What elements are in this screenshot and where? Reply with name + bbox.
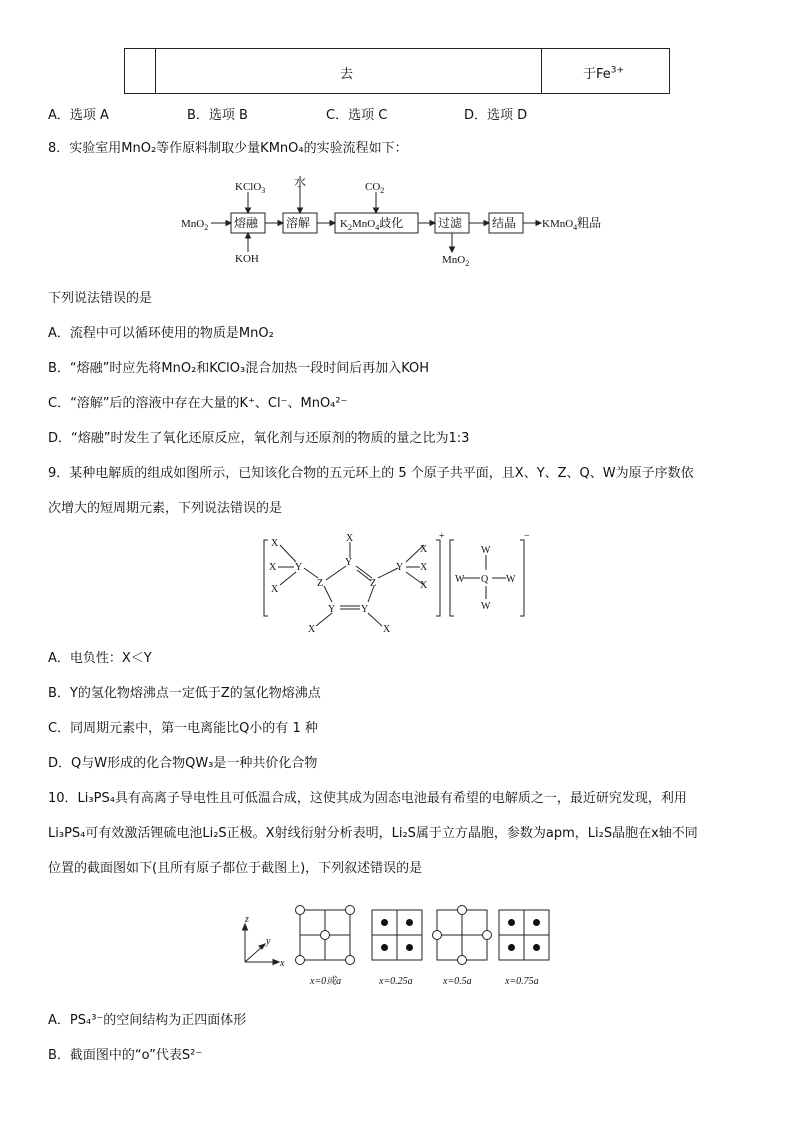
flow-box-crystallize: 结晶 xyxy=(492,216,517,230)
atom-z: Z xyxy=(370,578,377,589)
q8-option-d: D．“熔融”时发生了氧化还原反应，氧化剂与还原剂的物质的量之比为1:3 xyxy=(48,431,470,446)
section-x075 xyxy=(499,910,549,960)
section-label-x05: x=0.5a xyxy=(443,976,472,987)
atom-x: X xyxy=(420,580,428,591)
axis-z-label: z xyxy=(245,914,249,925)
flow-end: KMnO$_4$粗品 xyxy=(542,216,602,232)
q8-stem: 8．实验室用MnO₂等作原料制取少量KMnO₄的实验流程如下： xyxy=(48,141,408,156)
atom-x: X xyxy=(420,544,428,555)
q10-cross-section-diagram xyxy=(235,900,555,995)
q9-option-c: C．同周期元素中，第一电离能比Q小的有 1 种 xyxy=(48,721,318,736)
flow-input-kclo3: KClO$_3$ xyxy=(235,181,266,195)
atom-w: W xyxy=(481,545,491,556)
q9-option-a: A．电负性：X＜Y xyxy=(48,651,152,666)
atom-y: Y xyxy=(295,562,303,573)
answer-table-row xyxy=(124,48,670,94)
atom-x: X xyxy=(269,562,277,573)
q10-stem-line2: Li₃PS₄可有效激活锂硫电池Li₂S正极。X射线衍射分析表明，Li₂S属于立方晶胞，参数为apm，Li₂S晶胞在x轴不同 xyxy=(48,826,698,841)
flow-input-water: 水 xyxy=(294,175,307,189)
table-cell-right: 于$Fe^{3+}$ xyxy=(583,65,625,82)
section-label-x075: x=0.75a xyxy=(505,976,539,987)
q9-option-d: D．Q与W形成的化合物QW₃是一种共价化合物 xyxy=(48,756,318,771)
section-x05 xyxy=(433,906,492,965)
q7-option-b: B．选项 B xyxy=(187,108,248,123)
flow-start: MnO$_2$ xyxy=(181,218,209,232)
flow-box-melt: 熔融 xyxy=(234,216,259,230)
q10-stem-line3: 位置的截面图如下(且所有原子都位于截图上)，下列叙述错误的是 xyxy=(48,861,423,876)
table-divider xyxy=(541,49,542,93)
atom-y: Y xyxy=(361,604,369,615)
table-cell-middle: 去 xyxy=(340,67,354,82)
axis-y-label: y xyxy=(266,936,271,947)
atom-x: X xyxy=(271,584,279,595)
flow-input-koh: KOH xyxy=(235,253,259,265)
q10-option-a: A．PS₄³⁻的空间结构为正四面体形 xyxy=(48,1013,247,1028)
axis-x-label: x xyxy=(280,958,285,969)
flow-box-dissolve: 溶解 xyxy=(286,216,311,230)
q7-option-c: C．选项 C xyxy=(326,108,388,123)
charge-plus: + xyxy=(439,531,445,542)
section-label-x0: x=0或a xyxy=(310,976,342,987)
atom-w: W xyxy=(506,574,516,585)
q8-question: 下列说法错误的是 xyxy=(48,291,153,306)
atom-x: X xyxy=(308,624,316,635)
q10-option-b: B．截面图中的“o”代表S²⁻ xyxy=(48,1048,203,1063)
section-x025 xyxy=(372,910,422,960)
flow-box-disproportionation: $K_2MnO_4$歧化 xyxy=(340,216,404,232)
q8-flow-diagram xyxy=(175,174,625,274)
q7-option-a: A．选项 A xyxy=(48,108,109,123)
table-divider xyxy=(155,49,156,93)
flow-box-filter: 过滤 xyxy=(438,216,463,230)
section-x0 xyxy=(296,906,355,965)
atom-y: Y xyxy=(345,557,353,568)
atom-x: X xyxy=(271,538,279,549)
q8-option-a: A．流程中可以循环使用的物质是MnO₂ xyxy=(48,326,274,341)
q9-option-b: B．Y的氢化物熔沸点一定低于Z的氢化物熔沸点 xyxy=(48,686,321,701)
flow-input-co2: $CO_2$ xyxy=(365,181,385,195)
atom-x: X xyxy=(383,624,391,635)
flow-output-mno2: MnO$_2$ xyxy=(442,254,470,268)
q9-stem-line2: 次增大的短周期元素，下列说法错误的是 xyxy=(48,501,283,516)
section-label-x025: x=0.25a xyxy=(379,976,413,987)
atom-w: W xyxy=(481,601,491,612)
atom-x: X xyxy=(346,533,354,544)
q10-stem-line1: 10．Li₃PS₄具有高离子导电性且可低温合成，这使其成为固态电池最有希望的电解质之一，最近研究发现，利用 xyxy=(48,791,687,806)
q8-option-b: B．“熔融”时应先将MnO₂和KClO₃混合加热一段时间后再加入KOH xyxy=(48,361,430,376)
atom-y: Y xyxy=(328,604,336,615)
atom-x: X xyxy=(420,562,428,573)
q8-option-c: C．“溶解”后的溶液中存在大量的K⁺、Cl⁻、MnO₄²⁻ xyxy=(48,396,348,411)
q9-stem-line1: 9．某种电解质的组成如图所示，已知该化合物的五元环上的 5 个原子共平面，且X、Y、Z、Q、W为原子序数依 xyxy=(48,466,694,481)
charge-minus: − xyxy=(524,531,530,542)
atom-w: W xyxy=(455,574,465,585)
atom-q: Q xyxy=(481,574,489,585)
q9-structure-diagram xyxy=(258,530,538,640)
atom-y: Y xyxy=(396,562,404,573)
atom-z: Z xyxy=(317,578,324,589)
q7-option-d: D．选项 D xyxy=(464,108,528,123)
